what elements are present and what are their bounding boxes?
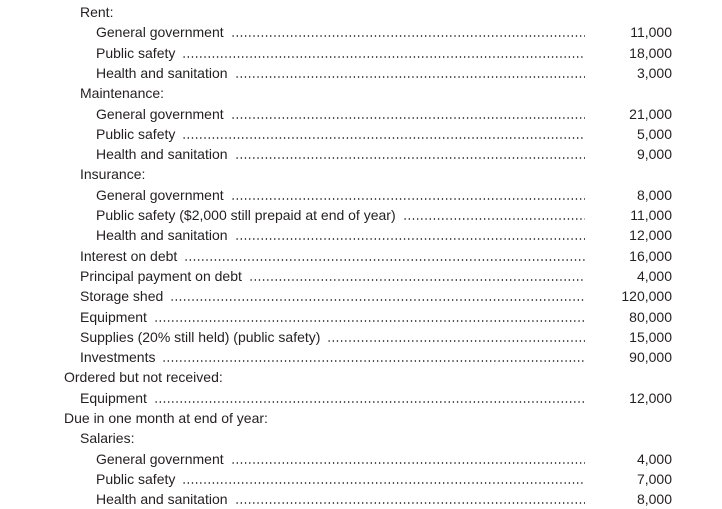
row-amount: 8,000 — [636, 186, 672, 203]
statement-row — [0, 83, 722, 103]
row-label: Maintenance: — [80, 85, 165, 102]
row-label: Principal payment on debt — [80, 267, 242, 284]
dot-leader — [231, 35, 585, 37]
row-label: Equipment — [80, 389, 147, 406]
row-label: Public safety — [96, 125, 176, 142]
statement-row — [0, 449, 722, 469]
dot-leader — [182, 56, 585, 58]
row-amount: 15,000 — [629, 328, 672, 345]
statement-row — [0, 144, 722, 164]
statement-row — [0, 22, 722, 42]
dot-leader — [403, 218, 585, 220]
dot-leader — [170, 299, 585, 301]
dot-leader — [249, 279, 585, 281]
statement-row — [0, 246, 722, 266]
row-label: Public safety — [96, 44, 176, 61]
dot-leader — [235, 238, 585, 240]
dot-leader — [154, 320, 585, 322]
statement-row — [0, 104, 722, 124]
row-label: General government — [96, 24, 224, 41]
row-amount: 80,000 — [629, 308, 672, 325]
statement-row — [0, 327, 722, 347]
row-amount: 18,000 — [629, 44, 672, 61]
row-amount: 12,000 — [629, 389, 672, 406]
row-label: Public safety ($2,000 still prepaid at end of year) — [96, 207, 396, 223]
statement-row — [0, 428, 722, 448]
dot-leader — [182, 482, 585, 484]
statement-row — [0, 347, 722, 367]
row-amount: 21,000 — [629, 105, 672, 122]
statement-row — [0, 205, 722, 225]
row-label: Equipment — [80, 308, 147, 325]
dot-leader — [182, 137, 585, 139]
dot-leader — [162, 360, 585, 362]
statement-row — [0, 286, 722, 306]
row-label: Salaries: — [80, 430, 135, 447]
statement-row — [0, 388, 722, 408]
row-label: Investments — [80, 349, 156, 366]
dot-leader — [327, 340, 585, 342]
row-amount: 3,000 — [636, 64, 672, 81]
statement-row — [0, 124, 722, 144]
dot-leader — [231, 198, 585, 200]
row-amount: 12,000 — [629, 227, 672, 244]
row-label: Rent: — [80, 4, 114, 20]
row-amount: 11,000 — [630, 207, 672, 223]
statement-row — [0, 43, 722, 63]
row-amount: 120,000 — [621, 288, 672, 305]
dot-leader — [235, 502, 585, 504]
statement-row — [0, 225, 722, 245]
row-label: Health and sanitation — [96, 146, 228, 163]
row-label: Health and sanitation — [96, 227, 228, 244]
dot-leader — [235, 157, 585, 159]
row-amount: 9,000 — [636, 146, 672, 163]
row-label: Health and sanitation — [96, 491, 228, 508]
row-label: General government — [96, 450, 224, 467]
statement-row — [0, 367, 722, 387]
row-label: Interest on debt — [80, 247, 178, 264]
statement-row — [0, 307, 722, 327]
row-label: Ordered but not received: — [64, 369, 223, 386]
row-label: Health and sanitation — [96, 64, 228, 81]
row-amount: 16,000 — [629, 247, 672, 264]
statement-row — [0, 185, 722, 205]
dot-leader — [231, 462, 585, 464]
row-label: Supplies (20% still held) (public safety) — [80, 328, 321, 345]
row-amount: 4,000 — [636, 450, 672, 467]
dot-leader — [154, 401, 585, 403]
statement-row — [0, 63, 722, 83]
row-label: Insurance: — [80, 166, 146, 183]
row-amount: 11,000 — [630, 24, 672, 41]
statement-row — [0, 266, 722, 286]
dot-leader — [235, 76, 585, 78]
row-label: General government — [96, 105, 224, 122]
row-amount: 7,000 — [636, 470, 672, 487]
row-amount: 5,000 — [636, 125, 672, 142]
dot-leader — [184, 259, 585, 261]
statement-row — [0, 489, 722, 509]
row-amount: 90,000 — [629, 349, 672, 366]
row-label: Public safety — [96, 470, 176, 487]
statement-row — [0, 408, 722, 428]
dot-leader — [231, 117, 585, 119]
statement-row — [0, 164, 722, 184]
row-label: General government — [96, 186, 224, 203]
statement-row — [0, 469, 722, 489]
statement-row — [0, 2, 722, 22]
row-amount: 8,000 — [636, 491, 672, 508]
row-label: Storage shed — [80, 288, 164, 305]
row-amount: 4,000 — [636, 267, 672, 284]
row-label: Due in one month at end of year: — [64, 410, 268, 426]
